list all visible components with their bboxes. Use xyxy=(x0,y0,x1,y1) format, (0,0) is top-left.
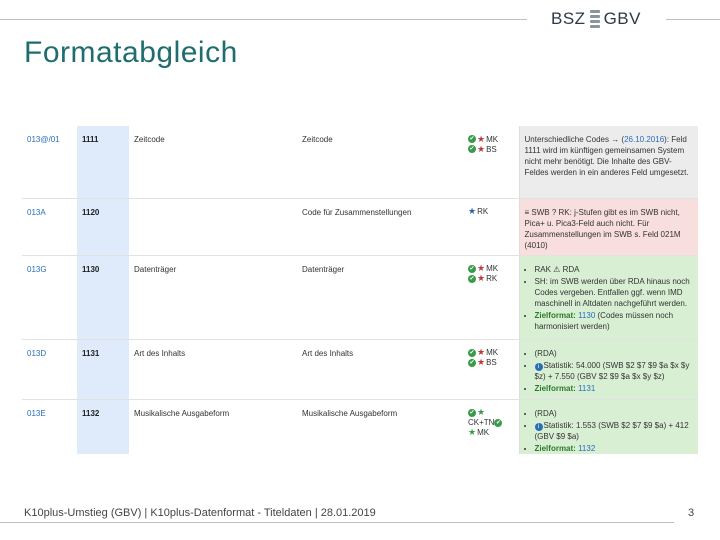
status-badge xyxy=(468,348,514,358)
comment-cell xyxy=(519,255,698,339)
code-cell: 1111 xyxy=(77,126,129,198)
star-red-icon: ★ xyxy=(477,273,486,283)
comment-list-item xyxy=(535,408,694,419)
star-red-icon: ★ xyxy=(477,133,486,144)
name-gbv-cell xyxy=(129,198,297,255)
code-cell: 1130 xyxy=(77,255,129,339)
pica-field-cell: 013A xyxy=(22,198,77,255)
logo-gbv-text: GBV xyxy=(603,9,641,28)
name-gbv-cell: Datenträger xyxy=(129,255,297,339)
comment-list-item xyxy=(535,420,694,442)
status-badge xyxy=(468,418,514,428)
comment-cell xyxy=(519,339,698,399)
name-gbv-cell: Musikalische Ausgabeform xyxy=(129,399,297,454)
comment-text: Unterschiedliche Codes → ( xyxy=(524,135,625,144)
comment-list-item xyxy=(535,443,694,454)
target-format-code: 1131 xyxy=(578,383,596,393)
target-format-label: Zielformat: xyxy=(534,383,576,393)
star-blue-icon: ★ xyxy=(468,206,477,216)
footer-rule xyxy=(0,522,674,523)
comment-item-text: Statistik: 1.553 (SWB $2 $7 $9 $a) + 412 (GBV $9 $a) xyxy=(534,420,689,441)
table-row xyxy=(22,255,698,339)
header-rule-right xyxy=(666,19,720,20)
check-icon: ✔ xyxy=(469,146,475,152)
check-icon: ✔ xyxy=(469,136,475,142)
badge-label: CK+TN xyxy=(468,418,495,427)
name-swb-cell: Zeitcode xyxy=(297,126,464,198)
name-swb-cell: Art des Inhalts xyxy=(297,339,464,399)
check-icon: ✔ xyxy=(495,419,501,426)
star-green-icon: ★ xyxy=(477,407,486,417)
header-rule-left xyxy=(0,19,527,20)
code-cell: 1132 xyxy=(77,399,129,454)
table-row xyxy=(22,399,698,454)
comment-list-item xyxy=(535,383,694,394)
format-comparison-table xyxy=(22,126,698,454)
table-row xyxy=(22,126,698,198)
badge-label: RK xyxy=(486,274,498,283)
footer-text: K10plus-Umstieg (GBV) | K10plus-Datenformat - Titeldaten | 28.01.2019 xyxy=(24,507,376,519)
logo-icon xyxy=(590,10,600,28)
pica-field-cell: 013D xyxy=(22,339,77,399)
code-cell: 1120 xyxy=(77,198,129,255)
target-format-code: 1132 xyxy=(578,443,596,453)
star-green-icon: ★ xyxy=(468,427,477,437)
logo-bsz-text: BSZ xyxy=(551,9,586,28)
badge-label: MK xyxy=(486,348,499,357)
comment-list xyxy=(525,408,694,454)
name-gbv-cell: Zeitcode xyxy=(129,126,297,198)
star-red-icon: ★ xyxy=(477,143,486,154)
comment-list-item xyxy=(535,310,694,332)
check-icon: ✔ xyxy=(469,359,475,366)
comment-list-item xyxy=(535,360,694,382)
pica-field-cell: 013E xyxy=(22,399,77,454)
comment-cell xyxy=(519,198,698,255)
check-icon: ✔ xyxy=(469,265,475,272)
status-badge xyxy=(468,207,514,217)
pica-field-cell: 013@/01 xyxy=(22,126,77,198)
name-swb-cell: Datenträger xyxy=(297,255,464,339)
comment-item-text: SH: im SWB werden über RDA hinaus noch Codes vergeben. Entfallen ggf. wenn IMD maschinell in Altdaten nachgeführt werden. xyxy=(534,276,690,308)
status-badge xyxy=(468,274,514,284)
info-icon: i xyxy=(535,423,543,431)
check-icon: ✔ xyxy=(469,409,475,416)
name-gbv-cell: Art des Inhalts xyxy=(129,339,297,399)
comment-item-text: (Codes müssen noch harmonisiert werden) xyxy=(534,310,674,331)
info-icon: i xyxy=(535,363,543,371)
target-format-code: 1130 xyxy=(578,310,596,320)
name-swb-cell: Code für Zusammenstellungen xyxy=(297,198,464,255)
table-row xyxy=(22,339,698,399)
comment-item-text: RAK ⚠ RDA xyxy=(534,264,580,274)
status-badge xyxy=(468,134,514,144)
status-cell xyxy=(464,198,519,255)
comment-list xyxy=(525,264,694,332)
badge-label: BS xyxy=(486,358,497,367)
pica-field-cell: 013G xyxy=(22,255,77,339)
status-cell xyxy=(464,126,519,198)
comment-item-text: Statistik: 54.000 (SWB $2 $7 $9 $a $x $y $z) + 7.550 (GBV $2 $9 $a $x $y $z) xyxy=(534,360,690,381)
comment-list-item xyxy=(535,348,694,359)
comment-cell xyxy=(519,126,698,198)
status-cell xyxy=(464,399,519,454)
status-badge xyxy=(468,144,514,154)
badge-label: MK xyxy=(486,134,499,144)
check-icon: ✔ xyxy=(469,349,475,356)
status-badge xyxy=(468,358,514,368)
slide-title: Formatabgleich xyxy=(24,36,238,69)
name-swb-cell: Musikalische Ausgabeform xyxy=(297,399,464,454)
star-red-icon: ★ xyxy=(477,357,486,367)
comment-list-item xyxy=(535,264,694,275)
target-format-label: Zielformat: xyxy=(534,443,576,453)
comment-list xyxy=(525,348,694,394)
badge-label: MK xyxy=(477,428,490,437)
target-format-label: Zielformat: xyxy=(534,310,576,320)
status-cell xyxy=(464,255,519,339)
badge-label: RK xyxy=(477,207,489,216)
table-grid xyxy=(22,126,698,454)
table-row xyxy=(22,198,698,255)
status-cell xyxy=(464,339,519,399)
status-badge xyxy=(468,428,514,438)
badge-label: MK xyxy=(486,264,499,273)
comment-date: 26.10.2016 xyxy=(624,135,665,144)
comment-cell xyxy=(519,399,698,454)
star-red-icon: ★ xyxy=(477,263,486,273)
code-cell: 1131 xyxy=(77,339,129,399)
check-icon: ✔ xyxy=(469,275,475,282)
badge-label: BS xyxy=(486,144,497,154)
page-number: 3 xyxy=(688,507,695,519)
comment-text: ≡ SWB ? RK: j-Stufen gibt es im SWB nicht, Pica+ u. Pica3-Feld auch nicht. Für Zusammenstellungen im SWB s. Feld 021M (4010) xyxy=(524,207,681,250)
star-red-icon: ★ xyxy=(477,347,486,357)
bsz-gbv-logo xyxy=(551,8,647,30)
comment-item-text: (RDA) xyxy=(534,408,557,418)
comment-list-item xyxy=(535,276,694,309)
status-badge xyxy=(468,264,514,274)
comment-text-tail: ): Feld 1111 wird im künftigen gemeinsamen System nicht mehr benötigt. Die Inhalte des GBV-Feldes werden in ein anderes Feld umgesetzt. xyxy=(524,135,689,177)
comment-item-text: (RDA) xyxy=(534,348,557,358)
status-badge xyxy=(468,408,514,418)
